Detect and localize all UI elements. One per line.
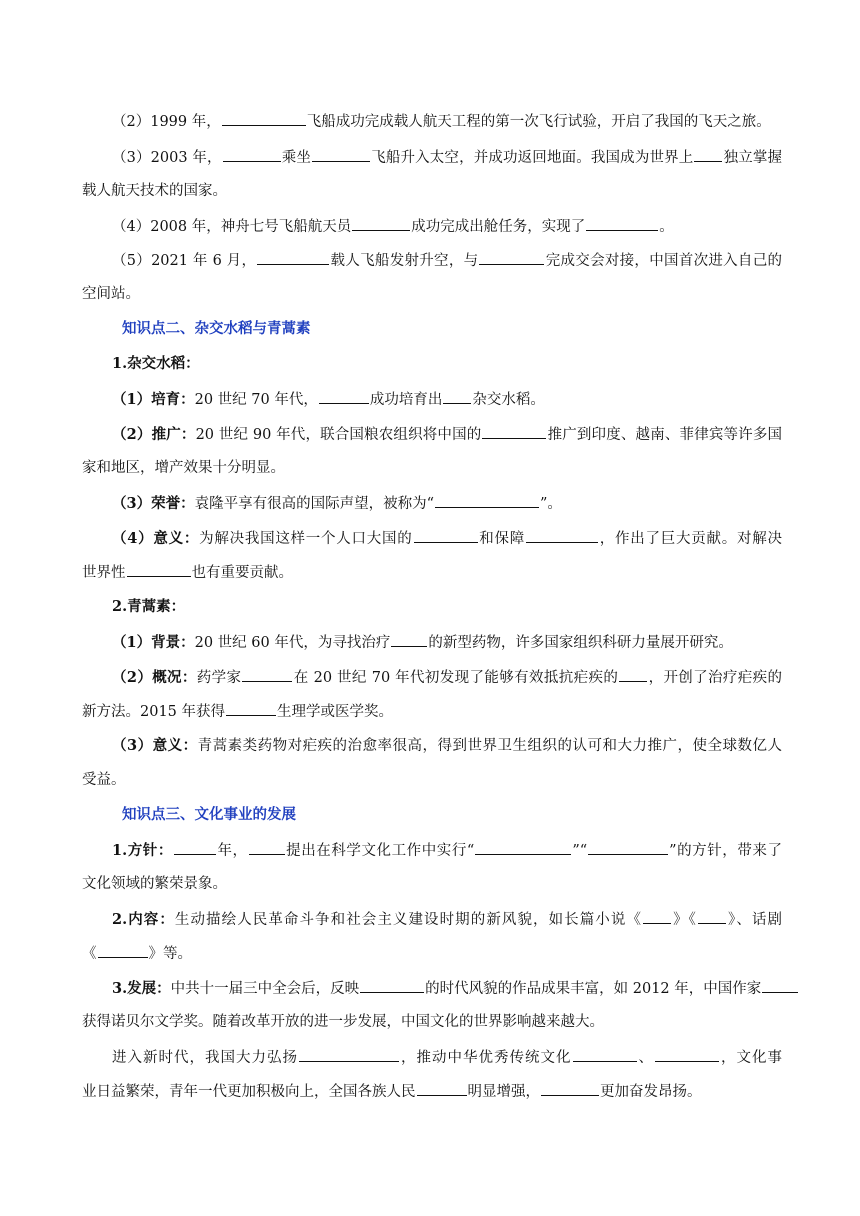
text-segment: 《 <box>82 946 97 962</box>
fill-in-blank <box>619 667 647 682</box>
subtitle-artemisinin: 2.青蒿素： <box>112 598 186 615</box>
fill-in-blank <box>414 528 478 543</box>
text-segment: ，推动中华优秀传统文化 <box>400 1050 572 1066</box>
text-segment: 成功完成出舱任务，实现了 <box>411 219 586 235</box>
new-era-paragraph-cont <box>82 1081 782 1102</box>
fill-in-blank <box>242 667 292 682</box>
text-segment: 更加奋发昂扬。 <box>600 1084 702 1100</box>
text-segment: （4）意义： <box>112 530 200 547</box>
text-segment: 获得诺贝尔文学奖。随着改革开放的进一步发展，中国文化的世界影响越来越大。 <box>82 1014 604 1030</box>
fill-in-blank <box>360 978 424 993</box>
artemisinin-overview <box>112 667 782 688</box>
culture-policy-cont <box>82 874 782 894</box>
fill-in-blank <box>299 1047 399 1062</box>
text-segment: ，文化事 <box>720 1050 782 1066</box>
text-segment: ，作出了巨大贡献。对解决 <box>599 531 783 547</box>
rice-promotion-cont <box>82 458 782 478</box>
fill-in-blank <box>762 978 798 993</box>
text-segment: （4）2008 年，神舟七号飞船航天员 <box>112 219 352 235</box>
text-segment: 新方法。2015 年获得 <box>82 704 226 720</box>
text-segment: （3）意义： <box>112 737 198 754</box>
fill-in-blank <box>435 493 539 508</box>
fill-in-blank <box>475 840 571 855</box>
text-segment: ，开创了治疗疟疾的 <box>648 670 783 686</box>
fill-in-blank <box>319 389 369 404</box>
text-segment: 生动描绘人民革命斗争和社会主义建设时期的新风貌，如长篇小说《 <box>174 912 643 928</box>
fill-in-blank <box>249 840 285 855</box>
text-segment: 的时代风貌的作品成果丰富，如 2012 年，中国作家 <box>425 981 762 997</box>
text-segment: 载人航天技术的国家。 <box>82 183 227 199</box>
text-segment: 20 世纪 60 年代，为寻找治疗 <box>194 635 391 651</box>
text-segment: 载人飞船发射升空，与 <box>330 253 479 269</box>
text-segment: 袁隆平享有很高的国际声望，被称为“ <box>194 496 435 512</box>
fill-in-blank <box>643 909 671 924</box>
fill-in-blank <box>443 389 471 404</box>
artemisinin-significance <box>112 736 782 756</box>
culture-policy <box>112 840 782 861</box>
rice-cultivation <box>112 389 782 410</box>
fill-in-blank <box>541 1081 599 1096</box>
text-segment: 家和地区，增产效果十分明显。 <box>82 460 285 476</box>
text-segment: 乘坐 <box>281 150 312 166</box>
fill-in-blank <box>573 1047 637 1062</box>
fill-in-blank <box>391 632 427 647</box>
item-1999 <box>112 111 782 132</box>
fill-in-blank <box>586 216 658 231</box>
text-segment: 的新型药物，许多国家组织科研力量展开研究。 <box>428 635 733 651</box>
rice-honor <box>112 493 782 514</box>
fill-in-blank <box>417 1081 467 1096</box>
new-era-paragraph <box>112 1047 782 1068</box>
fill-in-blank <box>526 528 598 543</box>
text-segment: （5）2021 年 6 月， <box>112 253 257 269</box>
text-segment: 20 世纪 90 年代，联合国粮农组织将中国的 <box>195 427 482 443</box>
section-heading-rice-artemisinin: 知识点二、杂交水稻与青蒿素 <box>122 320 311 337</box>
text-segment: 杂交水稻。 <box>472 392 545 408</box>
text-segment: 3.发展： <box>112 980 171 997</box>
text-segment: （3）2003 年， <box>112 150 222 166</box>
culture-content <box>112 909 782 930</box>
rice-significance-cont <box>82 562 782 583</box>
text-segment: 世界性 <box>82 565 126 581</box>
item-2008 <box>112 216 782 237</box>
fill-in-blank <box>482 424 546 439</box>
text-segment: 在 20 世纪 70 年代初发现了能够有效抵抗疟疾的 <box>293 670 619 686</box>
text-segment: 》、话剧 <box>726 912 783 928</box>
text-segment: 成功培育出 <box>369 392 443 408</box>
text-segment: 》等。 <box>148 946 192 962</box>
text-segment: 年， <box>216 843 248 859</box>
text-segment: 独立掌握 <box>723 150 783 166</box>
fill-in-blank <box>226 701 276 716</box>
text-segment: 和保障 <box>478 531 526 547</box>
culture-development-cont <box>82 1012 782 1032</box>
fill-in-blank <box>698 909 726 924</box>
item-2003 <box>112 147 782 168</box>
text-segment: （1）培育： <box>112 391 195 408</box>
rice-significance <box>112 528 782 549</box>
text-segment: 生理学或医学奖。 <box>277 704 394 720</box>
fill-in-blank <box>655 1047 719 1062</box>
fill-in-blank <box>257 250 329 265</box>
text-segment: 2.内容： <box>112 911 175 928</box>
text-segment: 进入新时代，我国大力弘扬 <box>112 1050 298 1066</box>
fill-in-blank <box>352 216 410 231</box>
text-segment: 明显增强， <box>467 1084 540 1100</box>
fill-in-blank <box>174 840 216 855</box>
text-segment: 完成交会对接，中国首次进入自己的 <box>545 253 783 269</box>
text-segment: ”。 <box>540 496 562 512</box>
fill-in-blank <box>479 250 544 265</box>
text-segment: ”的方针，带来了 <box>669 843 782 859</box>
text-segment: 文化领域的繁荣景象。 <box>82 876 227 892</box>
text-segment: （3）荣誉： <box>112 495 195 512</box>
fill-in-blank <box>694 147 722 162</box>
rice-promotion <box>112 424 782 445</box>
text-segment: 、 <box>637 1050 654 1066</box>
text-segment: 青蒿素类药物对疟疾的治愈率很高，得到世界卫生组织的认可和大力推广，使全球数亿人 <box>197 738 782 754</box>
text-segment: 飞船成功完成载人航天工程的第一次飞行试验，开启了我国的飞天之旅。 <box>306 114 771 130</box>
text-segment: 受益。 <box>82 772 126 788</box>
artemisinin-background <box>112 632 782 653</box>
fill-in-blank <box>223 147 281 162</box>
text-segment: 1.方针： <box>112 842 173 859</box>
artemisinin-overview-cont <box>82 701 782 722</box>
culture-content-cont <box>82 943 782 964</box>
text-segment: 。 <box>659 219 674 235</box>
item-2021-cont <box>82 284 782 304</box>
text-segment: 中共十一届三中全会后，反映 <box>170 981 360 997</box>
fill-in-blank <box>222 111 306 126</box>
text-segment: （2）概况： <box>112 669 197 686</box>
fill-in-blank <box>98 943 148 958</box>
fill-in-blank <box>312 147 370 162</box>
text-segment: 推广到印度、越南、菲律宾等许多国 <box>547 427 783 443</box>
text-segment: 20 世纪 70 年代， <box>194 392 318 408</box>
text-segment: （2）1999 年， <box>112 114 221 130</box>
text-segment: 飞船升入太空，并成功返回地面。我国成为世界上 <box>371 150 694 166</box>
item-2003-cont <box>82 181 782 201</box>
section-heading-culture: 知识点三、文化事业的发展 <box>122 806 296 823</box>
fill-in-blank <box>127 562 191 577</box>
text-segment: 空间站。 <box>82 286 140 302</box>
culture-development <box>112 978 782 999</box>
text-segment: 也有重要贡献。 <box>191 565 293 581</box>
text-segment: ”“ <box>572 843 588 859</box>
text-segment: 药学家 <box>196 670 242 686</box>
subtitle-hybrid-rice: 1.杂交水稻： <box>112 355 200 372</box>
text-segment: 提出在科学文化工作中实行“ <box>285 843 475 859</box>
item-2021 <box>112 250 782 271</box>
artemisinin-significance-cont <box>82 770 782 790</box>
text-segment: （1）背景： <box>112 634 195 651</box>
fill-in-blank <box>588 840 668 855</box>
text-segment: 》《 <box>672 912 697 928</box>
text-segment: 业日益繁荣，青年一代更加积极向上，全国各族人民 <box>82 1084 416 1100</box>
text-segment: 为解决我国这样一个人口大国的 <box>199 531 413 547</box>
text-segment: （2）推广： <box>112 426 196 443</box>
